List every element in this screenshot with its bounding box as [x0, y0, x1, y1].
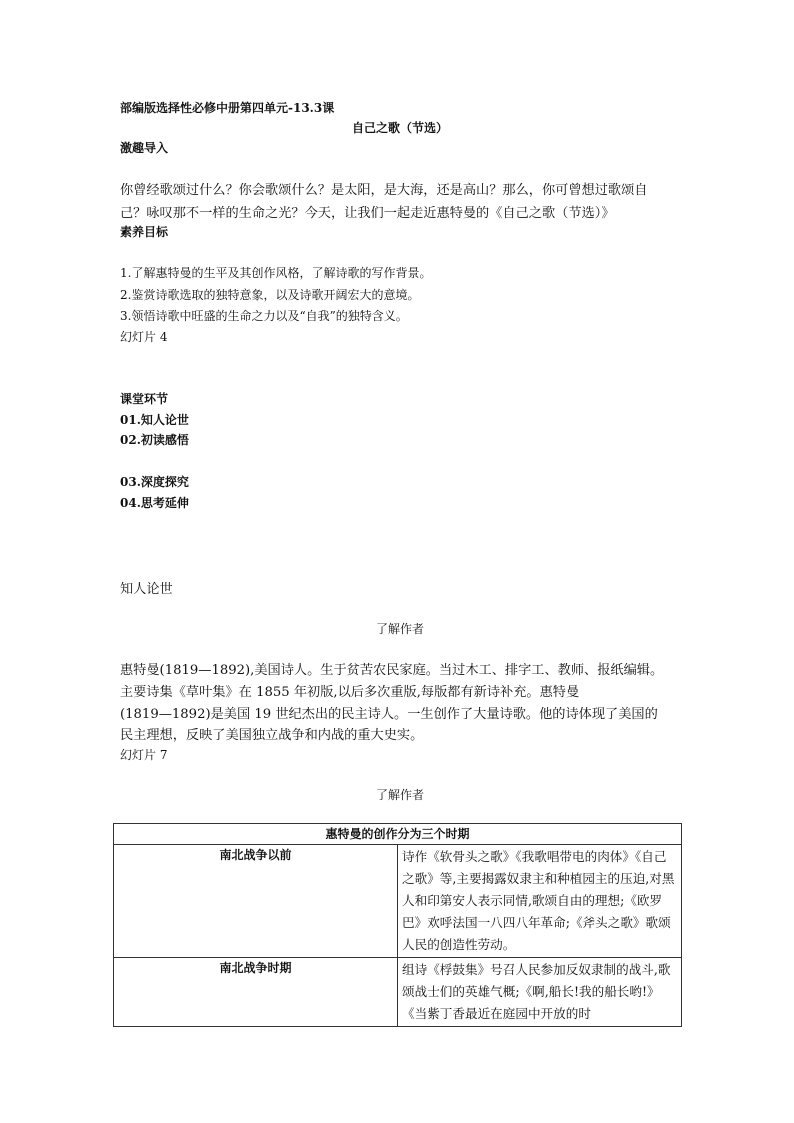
goal-item: 1.了解惠特曼的生平及其创作风格，了解诗歌的写作背景。 [120, 266, 432, 280]
table-header-row [114, 824, 682, 845]
description-cell: 诗作《软骨头之歌》《我歌唱带电的肉体》《自己之歌》等,主要揭露奴隶主和种植园主的压迫,对黑人和印第安人表示同情,歌颂自由的理想;《欧罗巴》欢呼法国一八四八年革命;《斧头之歌》歌颂人民的创造性劳动。 [398, 845, 682, 958]
goal-item: 2.鉴赏诗歌选取的独特意象，以及诗歌开阔宏大的意境。 [120, 288, 420, 302]
slide-label: 幻灯片 4 [120, 330, 168, 344]
table-header: 惠特曼的创作分为三个时期 [114, 824, 682, 845]
course-line: 部编版选择性必修中册第四单元-13.3课 [120, 101, 335, 115]
goal-item: 3.领悟诗歌中旺盛的生命之力以及“自我”的独特含义。 [120, 309, 408, 323]
author-line: 民主理想，反映了美国独立战争和内战的重大史实。 [120, 728, 424, 743]
author-line: 主要诗集《草叶集》在 1855 年初版,以后多次重版,每版都有新诗补充。惠特曼 [120, 685, 580, 700]
author-line: 惠特曼(1819—1892),美国诗人。生于贫苦农民家庭。当过木工、排字工、教师、报纸编辑。 [120, 663, 664, 678]
section-item: 01.知人论世 [120, 413, 189, 427]
table-row [114, 845, 682, 958]
intro-line: 你曾经歌颂过什么？你会歌颂什么？是太阳，是大海，还是高山？那么，你可曾想过歌颂自 [120, 183, 648, 198]
section-item: 03.深度探究 [120, 475, 189, 489]
sections-heading: 课堂环节 [120, 392, 169, 406]
intro-line: 己？咏叹那不一样的生命之光？今天，让我们一起走近惠特曼的《自己之歌（节选）》 [120, 206, 615, 221]
creation-periods-table [113, 823, 682, 1027]
section-item: 02.初读感悟 [120, 433, 189, 447]
subtitle: 了解作者 [375, 788, 424, 802]
description-cell: 组诗《桴鼓集》号召人民参加反奴隶制的战斗,歌颂战士们的英雄气概;《啊,船长!我的船长哟!》《当紫丁香最近在庭园中开放的时 [398, 958, 682, 1027]
slide-label: 幻灯片 7 [120, 748, 168, 762]
section-title: 知人论世 [120, 582, 173, 597]
period-cell: 南北战争以前 [114, 845, 398, 958]
section-item: 04.思考延伸 [120, 496, 189, 510]
page-title: 自己之歌（节选） [351, 121, 448, 135]
intro-heading: 激趣导入 [120, 141, 169, 155]
subtitle: 了解作者 [375, 622, 424, 636]
author-line: (1819—1892)是美国 19 世纪杰出的民主诗人。一生创作了大量诗歌。他的诗体现了美国的 [120, 707, 658, 722]
goals-heading: 素养目标 [120, 225, 169, 239]
table-row [114, 958, 682, 1027]
period-cell: 南北战争时期 [114, 958, 398, 1027]
